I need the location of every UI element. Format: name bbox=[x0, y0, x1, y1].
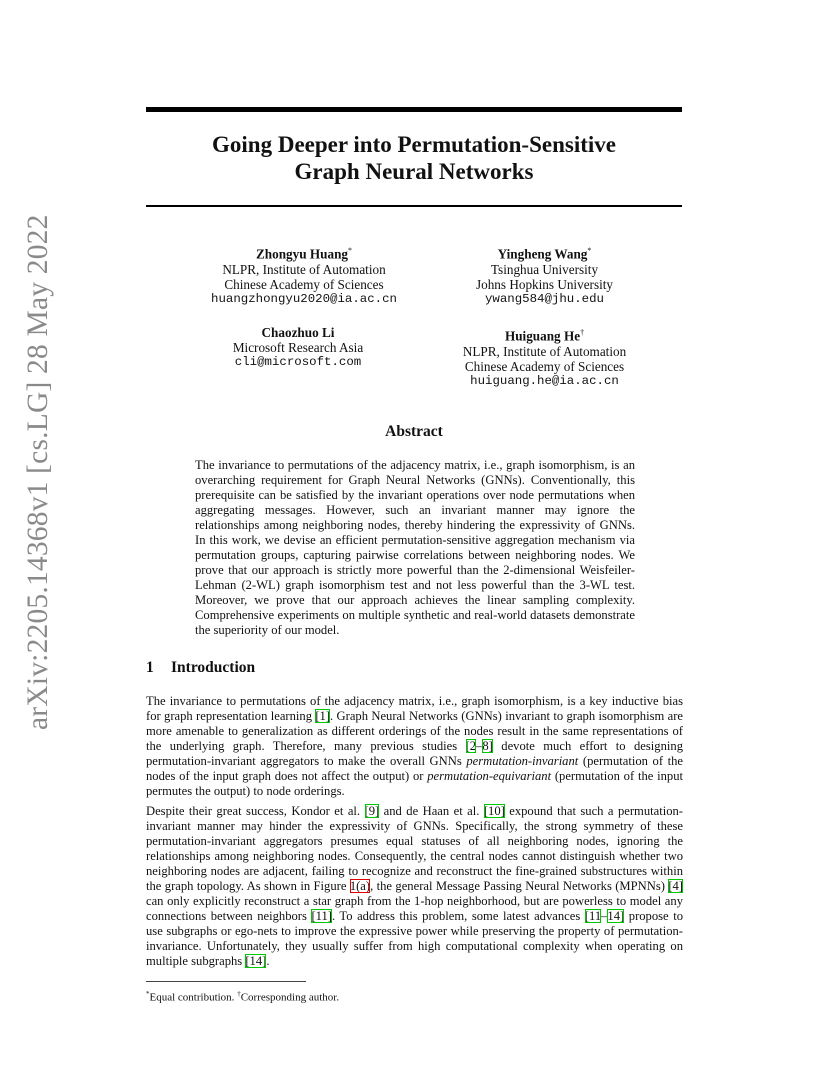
emphasis: permutation-equivariant bbox=[427, 769, 552, 783]
footnote: *Equal contribution. †Corresponding author. bbox=[146, 990, 340, 1004]
citation-link[interactable]: [11 bbox=[584, 909, 602, 923]
intro-paragraph-2: Despite their great success, Kondor et al. [9] and de Haan et al. [10] expound that such a permutation-invariant manner may hinder the expressivity of GNNs. Specifically, the strong symmetry of these permutation-invariant aggregators presumes equal statuses of all neighboring nodes, ignoring the relationships among neighboring nodes. Consequently, the central nodes cannot distinguish whether two neighboring nodes are adjacent, failing to recognize and reconstruct the fine-grained substructures within the graph topology. As shown in Figure 1(a), the general Message Passing Neural Networks (MPNNs) [4] can only explicitly reconstruct a star graph from the 1-hop neighborhood, but are powerless to model any connections between neighbors [11]. To address this problem, some latest advances [11–14] propose to use subgraphs or ego-nets to improve the expressive power while preserving the property of permutation-invariance. Unfortunately, they usually suffer from high computational complexity when operating on multiple subgraphs [14]. bbox=[146, 804, 683, 968]
arxiv-identifier-stamp: arXiv:2205.14368v1 [cs.LG] 28 May 2022 bbox=[22, 214, 54, 730]
author-card bbox=[432, 325, 657, 389]
author-affiliation: Chinese Academy of Sciences bbox=[224, 276, 384, 292]
citation-link[interactable]: [11] bbox=[311, 909, 332, 923]
author-affiliation: Johns Hopkins University bbox=[475, 276, 613, 292]
citation-link[interactable]: 8] bbox=[482, 739, 493, 753]
title-line-2: Graph Neural Networks bbox=[294, 159, 534, 184]
figure-reference-link[interactable]: 1(a) bbox=[349, 879, 371, 893]
author-name: Zhongyu Huang* bbox=[256, 246, 352, 262]
title-line-1: Going Deeper into Permutation-Sensitive bbox=[212, 132, 616, 157]
footnote-rule bbox=[146, 981, 306, 982]
intro-paragraph-1: The invariance to permutations of the adjacency matrix, i.e., graph isomorphism, is a key inductive bias for graph representation learning [1]. Graph Neural Networks (GNNs) invariant to graph isomorphism are more amenable to generalization as different orderings of the nodes result in the same representations of the underlying graph. Therefore, many previous studies [2–8] devote much effort to designing permutation-invariant aggregators to make the overall GNNs permutation-invariant (permutation of the nodes of the input graph does not affect the output) or permutation-equivariant (permutation of the input permutes the output) to node orderings. bbox=[146, 694, 684, 798]
author-email[interactable]: ywang584@jhu.edu bbox=[485, 292, 604, 306]
author-affiliation: NLPR, Institute of Automation bbox=[462, 343, 627, 359]
citation-link[interactable]: [14] bbox=[245, 954, 267, 968]
author-card bbox=[183, 325, 413, 371]
author-affiliation: Chinese Academy of Sciences bbox=[464, 358, 625, 374]
author-email[interactable]: huiguang.he@ia.ac.cn bbox=[470, 374, 619, 388]
section-heading bbox=[146, 659, 255, 677]
author-card bbox=[432, 243, 657, 307]
author-email[interactable]: cli@microsoft.com bbox=[234, 355, 362, 370]
citation-link[interactable]: [2 bbox=[465, 739, 477, 753]
emphasis: permutation-invariant bbox=[466, 754, 579, 768]
citation-link[interactable]: [4] bbox=[668, 879, 683, 893]
paper-title bbox=[146, 131, 682, 185]
citation-link[interactable]: [9] bbox=[364, 804, 380, 818]
author-email[interactable]: huangzhongyu2020@ia.ac.cn bbox=[211, 292, 397, 306]
author-mark: * bbox=[587, 246, 592, 255]
citation-link[interactable]: [10] bbox=[483, 804, 505, 818]
section-number: 1 bbox=[146, 659, 154, 676]
abstract-text: The invariance to permutations of the adjacency matrix, i.e., graph isomorphism, is an overarching requirement for Graph Neural Networks (GNNs). Conventionally, this prerequisite can be satisfied by the invariant operations over node permutations when aggregating messages. However, such an invariant manner may ignore the relationships among neighboring nodes, thereby hindering the expressivity of GNNs. In this work, we devise an efficient permutation-sensitive aggregation mechanism via permutation groups, capturing pairwise correlations between neighboring nodes. We prove that our approach is strictly more powerful than the 2-dimensional Weisfeiler-Lehman (2-WL) graph isomorphism test and not less powerful than the 3-WL test. Moreover, we prove that our approach achieves the linear sampling complexity. Comprehensive experiments on multiple synthetic and real-world datasets demonstrate the superiority of our model. bbox=[195, 458, 635, 637]
author-card bbox=[183, 243, 425, 307]
title-top-rule bbox=[146, 107, 682, 112]
section-title: Introduction bbox=[171, 659, 256, 676]
author-mark: † bbox=[580, 328, 585, 337]
citation-link[interactable]: [1] bbox=[315, 709, 331, 723]
author-affiliation: NLPR, Institute of Automation bbox=[222, 261, 386, 277]
author-name: Yingheng Wang* bbox=[497, 246, 592, 262]
abstract-heading: Abstract bbox=[385, 423, 443, 440]
author-name: Huiguang He† bbox=[504, 328, 585, 344]
title-bottom-rule bbox=[146, 205, 682, 207]
citation-link[interactable]: 14] bbox=[607, 909, 625, 923]
author-mark: * bbox=[348, 246, 352, 255]
author-name: Chaozhuo Li bbox=[261, 325, 335, 340]
author-affiliation: Tsinghua University bbox=[490, 261, 599, 277]
author-affiliation: Microsoft Research Asia bbox=[232, 340, 364, 356]
